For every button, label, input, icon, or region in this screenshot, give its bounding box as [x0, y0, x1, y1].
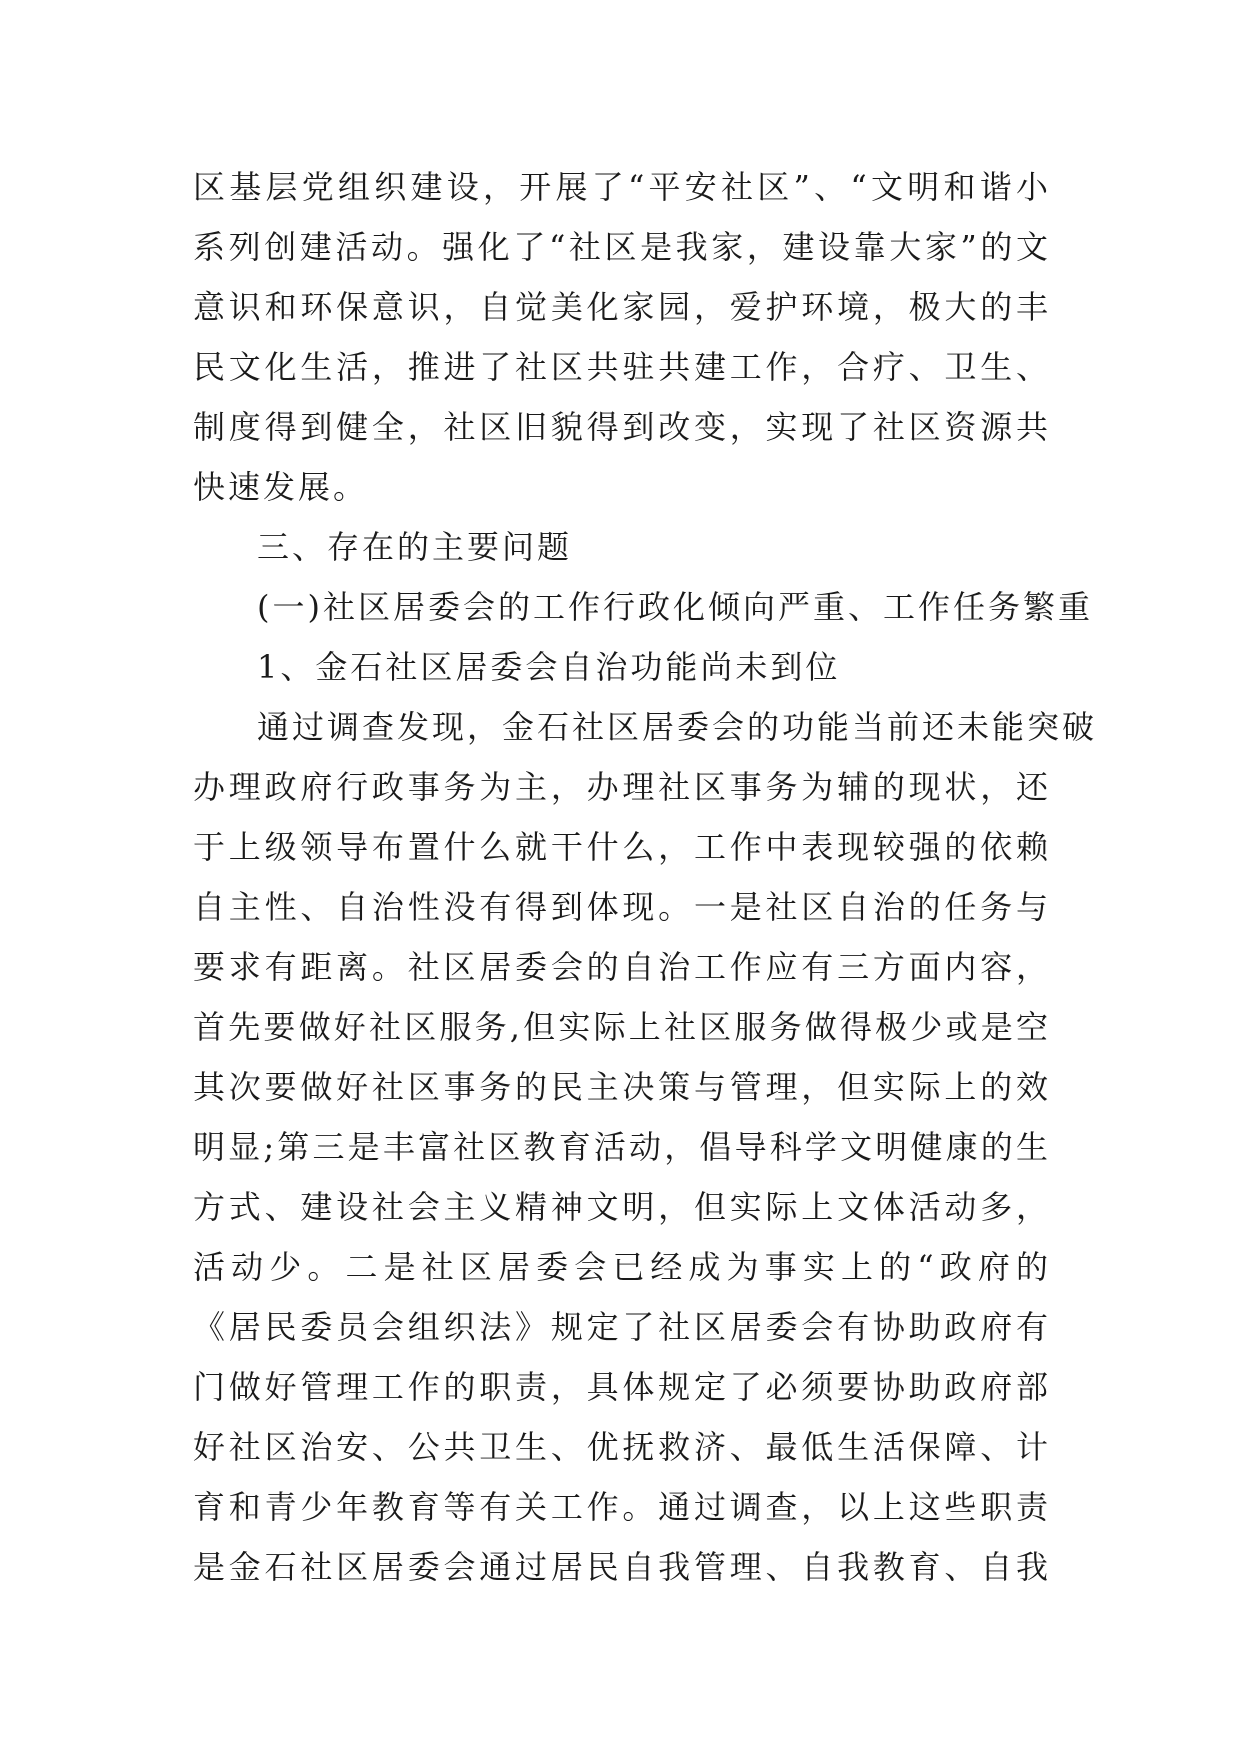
text-line: 其次要做好社区事务的民主决策与管理，但实际上的效 [193, 1068, 1051, 1106]
text-line: 首先要做好社区服务,但实际上社区服务做得极少或是空 [193, 1008, 1051, 1046]
text-line: 《居民委员会组织法》规定了社区居委会有协助政府有 [193, 1308, 1051, 1346]
text-line: 于上级领导布置什么就干什么，工作中表现较强的依赖 [193, 828, 1051, 866]
text-line: 好社区治安、公共卫生、优抚救济、最低生活保障、计 [193, 1428, 1051, 1466]
text-line: 方式、建设社会主义精神文明，但实际上文体活动多， [193, 1188, 1051, 1226]
text-line: 意识和环保意识，自觉美化家园，爱护环境，极大的丰 [193, 288, 1051, 326]
text-line: 办理政府行政事务为主，办理社区事务为辅的现状，还 [193, 768, 1051, 806]
text-line: 明显;第三是丰富社区教育活动，倡导科学文明健康的生 [193, 1128, 1051, 1166]
text-line: 制度得到健全，社区旧貌得到改变，实现了社区资源共 [193, 408, 1051, 446]
text-line: 育和青少年教育等有关工作。通过调查，以上这些职责 [193, 1488, 1051, 1526]
text-line: 系列创建活动。强化了“社区是我家，建设靠大家”的文 [193, 228, 1051, 266]
text-line: 活动少。二是社区居委会已经成为事实上的“政府的 [193, 1248, 1051, 1286]
text-line: 区基层党组织建设，开展了“平安社区”、“文明和谐小 [193, 168, 1051, 206]
subsection-heading: (一)社区居委会的工作行政化倾向严重、工作任务繁重 [257, 588, 1093, 626]
section-heading: 三、存在的主要问题 [257, 528, 573, 566]
text-line: 要求有距离。社区居委会的自治工作应有三方面内容， [193, 948, 1051, 986]
text-line: 自主性、自治性没有得到体现。一是社区自治的任务与 [193, 888, 1051, 926]
document-body [193, 157, 1098, 1597]
text-line: 是金石社区居委会通过居民自我管理、自我教育、自我 [193, 1548, 1051, 1586]
text-line: 门做好管理工作的职责，具体规定了必须要协助政府部 [193, 1368, 1051, 1406]
text-line: 通过调查发现，金石社区居委会的功能当前还未能突破 [257, 708, 1098, 746]
item-heading: 1、金石社区居委会自治功能尚未到位 [257, 648, 841, 686]
text-line: 民文化生活，推进了社区共驻共建工作，合疗、卫生、 [193, 348, 1051, 386]
text-line: 快速发展。 [193, 468, 369, 506]
